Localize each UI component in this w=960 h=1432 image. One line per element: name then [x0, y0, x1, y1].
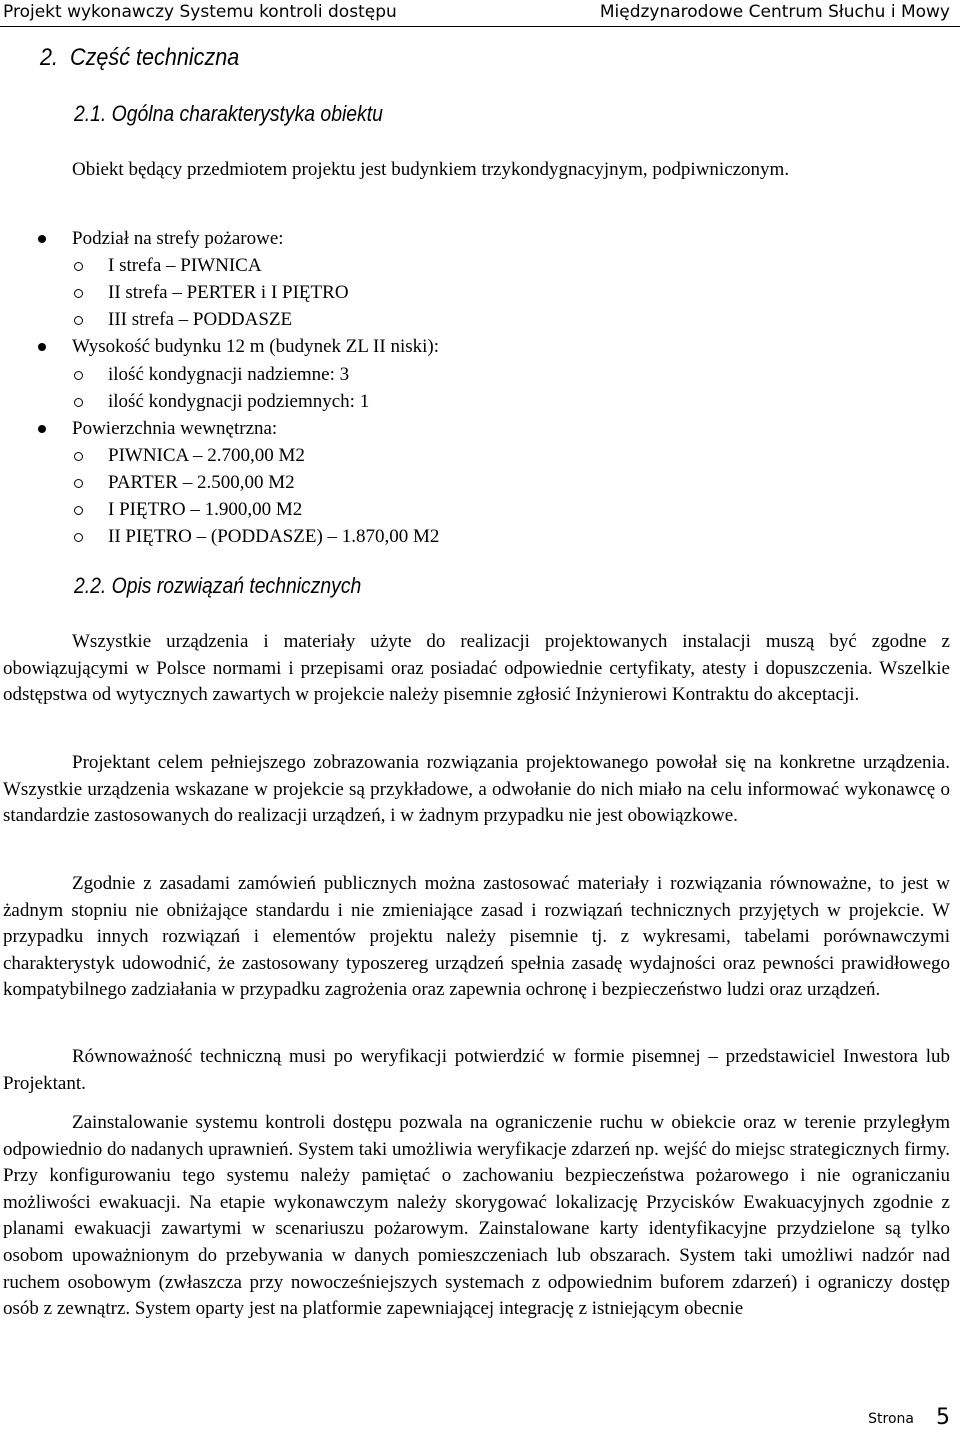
- bullet-circle-icon: [74, 506, 83, 515]
- bullet-circle-icon: [74, 316, 83, 325]
- bullet-dot-icon: [38, 343, 46, 351]
- bullet-circle-icon: [74, 533, 83, 542]
- sub-list-item: PIWNICA – 2.700,00 M2: [108, 444, 305, 466]
- sub-list-item: II PIĘTRO – (PODDASZE) – 1.870,00 M2: [108, 526, 440, 548]
- body-paragraph: Wszystkie urządzenia i materiały użyte do realizacji projektowanych instalacji muszą być zgodne z obowiązującymi w Polsce normami i przepisami oraz posiadać odpowiednie certyfikaty, atesty i dopuszczenia. Wszelkie odstępstwa od wytycznych zawartych w projekcie należy pisemnie zgłosić Inżynierowi Kontraktu do akceptacji.: [3, 631, 950, 706]
- bullet-dot-icon: [38, 425, 46, 433]
- body-paragraph: Równoważność techniczną musi po weryfikacji potwierdzić w formie pisemnej – przedstawiciel Inwestora lub Projektant.: [3, 1046, 950, 1094]
- list-item: Podział na strefy pożarowe:: [72, 228, 284, 249]
- section-heading: 2. Część techniczna: [40, 44, 240, 71]
- intro-paragraph: Obiekt będący przedmiotem projektu jest budynkiem trzykondygnacyjnym, podpiwniczonym.: [72, 159, 790, 180]
- page-header: [0, 0, 960, 27]
- sub-list-item: II strefa – PERTER i I PIĘTRO: [108, 282, 349, 304]
- sub-list-item: III strefa – PODDASZE: [108, 309, 293, 331]
- sub-list-item: PARTER – 2.500,00 M2: [108, 471, 295, 493]
- subsection-heading-solutions: 2.2. Opis rozwiązań technicznych: [74, 573, 362, 598]
- list-item: Powierzchnia wewnętrzna:: [72, 417, 278, 439]
- list-item: Wysokość budynku 12 m (budynek ZL II niski):: [72, 336, 440, 358]
- header-client-name: Międzynarodowe Centrum Słuchu i Mowy: [599, 2, 950, 22]
- header-project-title: Projekt wykonawczy Systemu kontroli dostępu: [3, 2, 397, 22]
- bullet-circle-icon: [74, 479, 83, 488]
- bullet-circle-icon: [74, 371, 83, 380]
- sub-list-item: I PIĘTRO – 1.900,00 M2: [108, 499, 303, 520]
- footer-page-label: Strona: [868, 1411, 914, 1427]
- footer-page-number: 5: [936, 1405, 950, 1430]
- bullet-circle-icon: [74, 289, 83, 298]
- sub-list-item: ilość kondygnacji nadziemne: 3: [108, 363, 350, 385]
- bullet-dot-icon: [38, 235, 46, 243]
- bullet-circle-icon: [74, 452, 83, 461]
- sub-list-item: ilość kondygnacji podziemnych: 1: [108, 390, 370, 412]
- sub-list-item: I strefa – PIWNICA: [108, 255, 262, 277]
- body-paragraph: Zgodnie z zasadami zamówień publicznych można zastosować materiały i rozwiązania równoważne, to jest w żadnym stopniu nie obniżające standardu i nie zmieniające zasad i rozwiązań technicznych przyjętych w projekcie. W przypadku innych rozwiązań i elementów projektu należy pisemnie tj. z wykresami, tabelami porównawczymi charakterystyk udowodnić, że zastosowany typoszereg urządzeń spełnia zasadę wydajności oraz pewności prawidłowego kompatybilnego zadziałania w przypadku zagrożenia oraz zapewnia ochronę i bezpieczeństwo ludzi oraz urządzeń.: [3, 873, 950, 1001]
- bullet-circle-icon: [74, 262, 83, 271]
- body-paragraph: Projektant celem pełniejszego zobrazowania rozwiązania projektowanego powołał się na konkretne urządzenia. Wszystkie urządzenia wskazane w projekcie są przykładowe, a odwołanie do nich miało na celu informować wykonawcę o standardzie zastosowanych do realizacji urządzeń, i w żadnym przypadku nie jest obowiązkowe.: [3, 752, 950, 827]
- body-paragraph: Zainstalowanie systemu kontroli dostępu pozwala na ograniczenie ruchu w obiekcie oraz w terenie przyległym odpowiednio do nadanych uprawnień. System taki umożliwia weryfikacje zdarzeń np. wejść do miejsc strategicznych firmy. Przy konfigurowaniu tego systemu należy pamiętać o zachowaniu bezpieczeństwa pożarowego i nie ograniczaniu możliwości ewakuacji. Na etapie wykonawczym należy skorygować lokalizację Przycisków Ewakuacyjnych zgodnie z planami ewakuacji zawartymi w scenariuszu pożarowym. Zainstalowane karty identyfikacyjne przydzielone są tylko osobom upoważnionym do przebywania w danych pomieszczeniach lub obszarach. System taki umożliwi nadzór nad ruchem osobowym (zwłaszcza przy nowocześniejszych systemach z odpowiednim buforem zdarzeń) i ograniczy dostęp osób z zewnątrz. System oparty jest na platformie zapewniającej integrację z istniejącym obecnie: [3, 1112, 950, 1320]
- bullet-circle-icon: [74, 398, 83, 407]
- subsection-heading-general: 2.1. Ogólna charakterystyka obiektu: [74, 101, 383, 126]
